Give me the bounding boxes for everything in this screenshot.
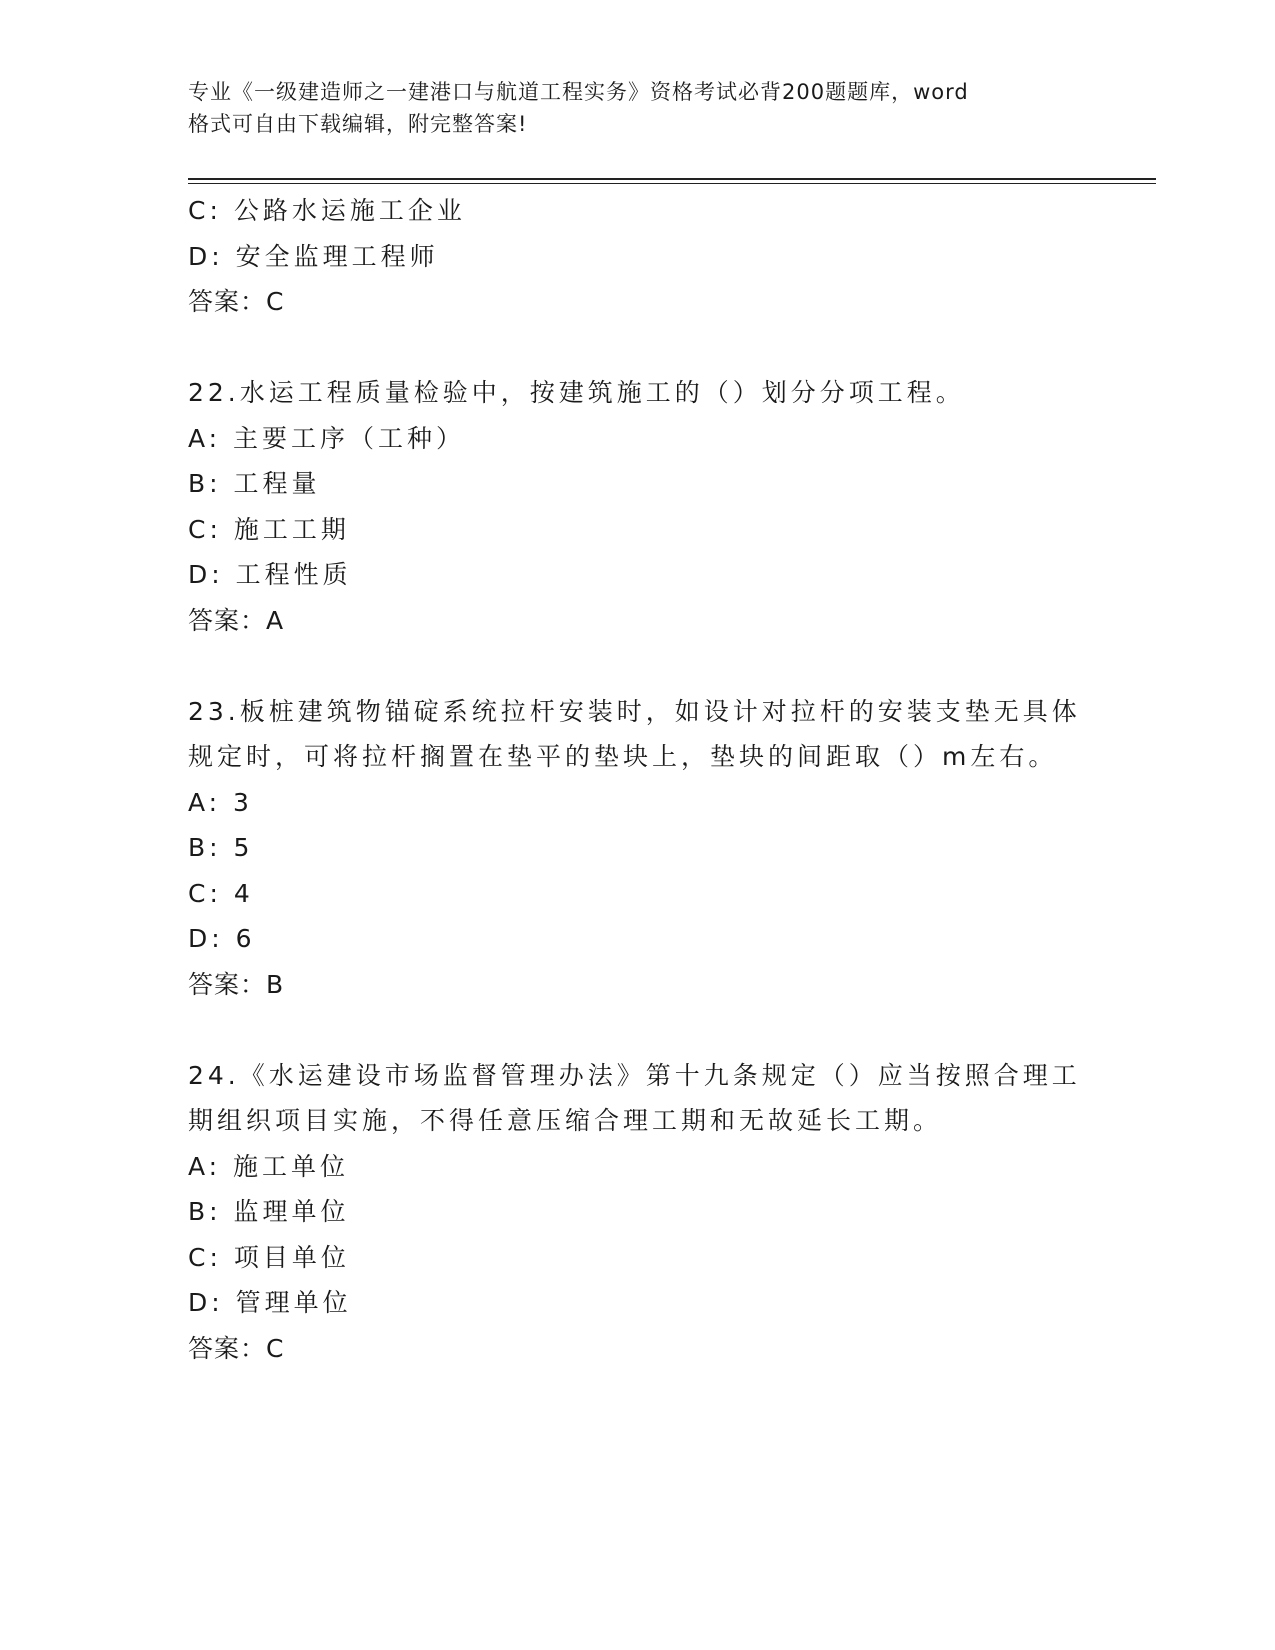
question-stem-line-2: 规定时，可将拉杆搁置在垫平的垫块上，垫块的间距取（）m左右。 [188, 742, 1058, 771]
answer-line: 答案：A [188, 605, 285, 635]
question-22 [188, 370, 1088, 643]
option-c: C: 4 [188, 878, 254, 908]
option-b: B: 监理单位 [188, 1197, 350, 1226]
question-stem-line-1: 23.板桩建筑物锚碇系统拉杆安装时，如设计对拉杆的安装支垫无具体 [188, 696, 1081, 726]
option-c: C: 项目单位 [188, 1242, 350, 1272]
option-a: A: 主要工序（工种） [188, 423, 466, 453]
spacer [188, 1007, 1088, 1053]
question-stem-line-1: 24.《水运建设市场监督管理办法》第十九条规定（）应当按照合理工 [188, 1060, 1081, 1090]
header-divider-thin [188, 183, 1156, 184]
question-list [188, 188, 1088, 1371]
spacer [188, 325, 1088, 371]
option-d: D: 6 [188, 924, 256, 953]
answer-line: 答案：C [188, 287, 285, 316]
question-24 [188, 1053, 1088, 1372]
document-header [188, 76, 1068, 140]
option-a: A: 施工单位 [188, 1151, 350, 1181]
header-title-line-1: 专业《一级建造师之一建港口与航道工程实务》资格考试必背200题题库，word [188, 80, 969, 104]
option-d: D: 工程性质 [188, 560, 352, 589]
answer-line: 答案：C [188, 1333, 285, 1363]
question-23 [188, 689, 1088, 1008]
question-stem: 22.水运工程质量检验中，按建筑施工的（）划分分项工程。 [188, 378, 965, 407]
question-stem-line-2: 期组织项目实施，不得任意压缩合理工期和无故延长工期。 [188, 1106, 943, 1135]
header-divider-thick [188, 178, 1156, 180]
option-a: A: 3 [188, 787, 253, 817]
answer-line: 答案：B [188, 969, 285, 999]
question-21-fragment [188, 188, 1088, 325]
option-b: B: 5 [188, 833, 254, 862]
option-d: D: 安全监理工程师 [188, 241, 439, 271]
header-title-line-2: 格式可自由下载编辑，附完整答案! [188, 112, 528, 136]
option-c: C: 公路水运施工企业 [188, 196, 466, 225]
option-b: B: 工程量 [188, 469, 321, 498]
option-c: C: 施工工期 [188, 514, 350, 544]
spacer [188, 643, 1088, 689]
option-d: D: 管理单位 [188, 1288, 352, 1317]
